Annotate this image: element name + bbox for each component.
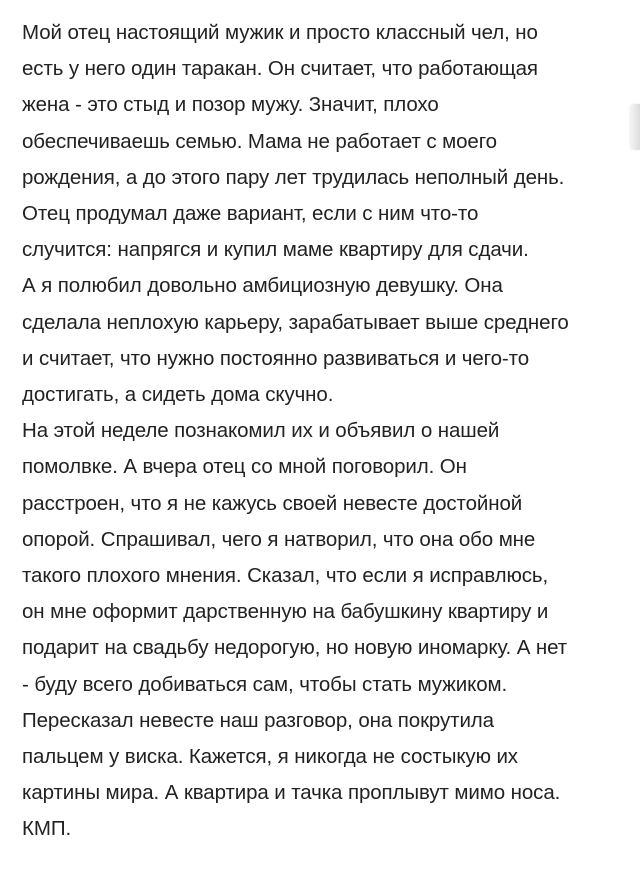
post-line: жена - это стыд и позор мужу. Значит, плохо bbox=[22, 93, 439, 117]
post-line: случится: напрягся и купил маме квартиру для сдачи. bbox=[22, 238, 529, 262]
scroll-indicator[interactable] bbox=[631, 104, 640, 150]
post-line: рождения, а до этого пару лет трудилась неполный день. bbox=[22, 165, 565, 189]
post-line: Отец продумал даже вариант, если с ним что-то bbox=[22, 202, 479, 226]
post-line: - буду всего добиваться сам, чтобы стать мужиком. bbox=[22, 672, 508, 696]
post-line: он мне оформит дарственную на бабушкину квартиру и bbox=[22, 600, 549, 624]
post-line: КМП. bbox=[22, 817, 72, 841]
post-line: есть у него один таракан. Он считает, что работающая bbox=[22, 57, 538, 81]
post-text bbox=[22, 15, 622, 848]
post-line: А я полюбил довольно амбициозную девушку. Она bbox=[22, 274, 503, 298]
post-line: такого плохого мнения. Сказал, что если я исправлюсь, bbox=[22, 564, 549, 588]
post-line: картины мира. А квартира и тачка проплывут мимо носа. bbox=[22, 781, 561, 805]
post-line: подарит на свадьбу недорогую, но новую иномарку. А нет bbox=[22, 636, 568, 660]
post-line: обеспечиваешь семью. Мама не работает с моего bbox=[22, 129, 497, 153]
post-line: Мой отец настоящий мужик и просто классный чел, но bbox=[22, 21, 538, 44]
post-line: помолвке. А вчера отец со мной поговорил. Он bbox=[22, 455, 467, 479]
post-line: достигать, а сидеть дома скучно. bbox=[22, 383, 334, 407]
post-line: расстроен, что я не кажусь своей невесте достойной bbox=[22, 491, 523, 515]
post-line: сделала неплохую карьеру, зарабатывает выше среднего bbox=[22, 310, 569, 334]
post-line: и считает, что нужно постоянно развиваться и чего-то bbox=[22, 346, 529, 370]
post-line: пальцем у виска. Кажется, я никогда не состыкую их bbox=[22, 745, 518, 769]
post-line: На этой неделе познакомил их и объявил о нашей bbox=[22, 419, 500, 443]
post-line: Пересказал невесте наш разговор, она покрутила bbox=[22, 708, 494, 732]
post-line: опорой. Спрашивал, чего я натворил, что она обо мне bbox=[22, 527, 536, 551]
